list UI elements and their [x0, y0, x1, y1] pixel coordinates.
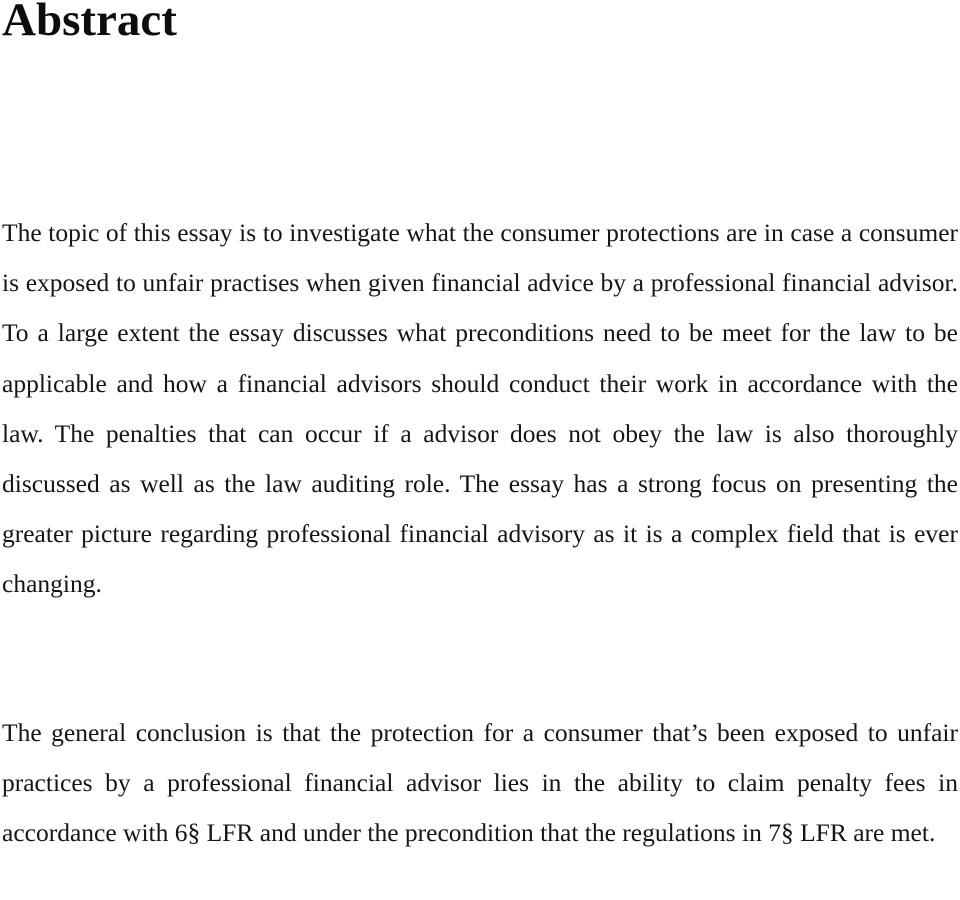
abstract-paragraph-2: The general conclusion is that the protection for a consumer that’s been exposed to unfair practices by a professional financial advisor lies in the ability to claim penalty fees in accordance with 6§ LFR and under the precondition that the regulations in 7§ LFR are met. — [2, 718, 958, 848]
abstract-paragraph-1: The topic of this essay is to investigate what the consumer protections are in case a consumer is exposed to unfair practises when given financial advice by a professional financial advisor. To a large extent the essay discusses what preconditions need to be meet for the law to be applicable and how a financial advisors should conduct their work in accordance with the law. The penalties that can occur if a advisor does not obey the law is also thoroughly discussed as well as the law auditing role. The essay has a strong focus on presenting the greater picture regarding professional financial advisory as it is a complex field that is ever changing. — [2, 218, 958, 599]
abstract-heading: Abstract — [2, 0, 177, 46]
